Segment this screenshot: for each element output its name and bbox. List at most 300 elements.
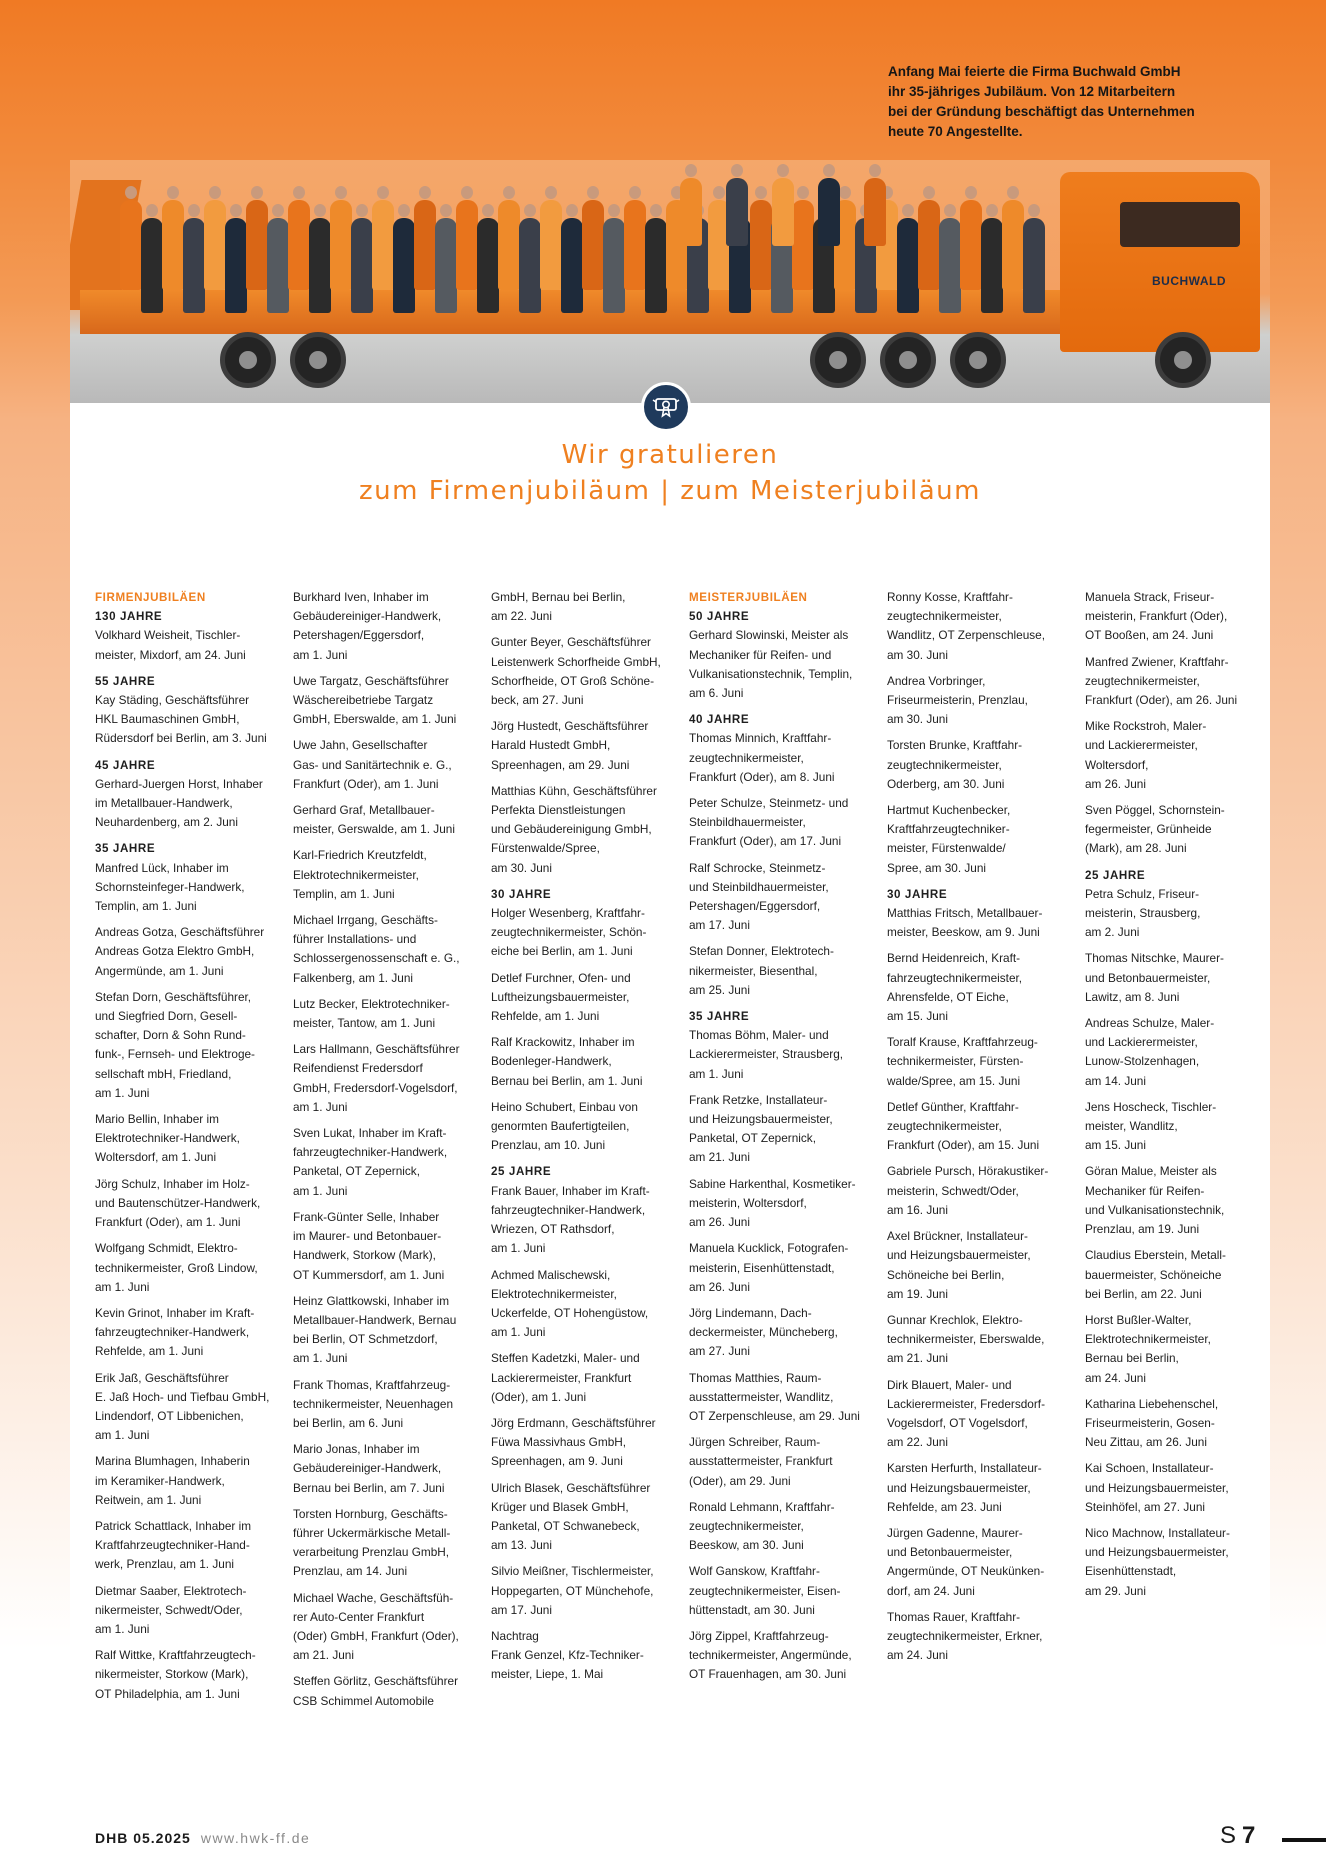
list-item-line: Elektrotechniker-Handwerk, bbox=[95, 1131, 240, 1146]
list-item bbox=[491, 1033, 675, 1091]
list-item-line: Fürstenwalde/Spree, bbox=[491, 841, 600, 856]
list-item-line: Ralf Wittke, Kraftfahrzeugtech- bbox=[95, 1648, 256, 1663]
list-item bbox=[887, 588, 1071, 665]
list-item bbox=[887, 1376, 1071, 1453]
list-item-line: Petershagen/Eggersdorf, bbox=[293, 628, 425, 643]
list-item-line: am 13. Juni bbox=[491, 1538, 552, 1553]
list-item bbox=[293, 846, 477, 904]
list-item-line: und Heizungsbauermeister, bbox=[1085, 1480, 1229, 1495]
list-item-line: am 30. Juni bbox=[887, 712, 948, 727]
list-item-line: Jürgen Gadenne, Maurer- bbox=[887, 1525, 1023, 1540]
list-item-line: Kay Städing, Geschäftsführer bbox=[95, 693, 250, 708]
list-item bbox=[887, 949, 1071, 1026]
list-item-line: am 1. Juni bbox=[95, 1428, 150, 1443]
list-item bbox=[887, 1033, 1071, 1091]
list-item bbox=[95, 1175, 279, 1233]
list-item bbox=[689, 859, 873, 936]
list-item-line: Stefan Donner, Elektrotech- bbox=[689, 944, 834, 959]
list-item-line: zeugtechnikermeister, Schön- bbox=[491, 925, 647, 940]
list-item-line: am 1. Juni bbox=[491, 1241, 546, 1256]
list-item-line: (Mark), am 28. Juni bbox=[1085, 841, 1187, 856]
list-item-line: OT Kummersdorf, am 1. Juni bbox=[293, 1267, 445, 1282]
list-item-line: am 1. Juni bbox=[293, 1183, 348, 1198]
list-item-line: Stefan Dorn, Geschäftsführer, bbox=[95, 989, 252, 1004]
list-item-line: und Siegfried Dorn, Gesell- bbox=[95, 1009, 238, 1024]
list-column-5 bbox=[887, 588, 1071, 1672]
list-item bbox=[1085, 653, 1269, 711]
list-item-line: Frankfurt (Oder), am 17. Juni bbox=[689, 834, 842, 849]
list-item-line: und Betonbauermeister, bbox=[1085, 970, 1211, 985]
year-heading: 50 JAHRE bbox=[689, 610, 750, 624]
list-item bbox=[293, 911, 477, 988]
person-silhouette bbox=[225, 218, 247, 313]
list-item-line: Thomas Minnich, Kraftfahr- bbox=[689, 731, 832, 746]
list-item-line: Prenzlau, am 14. Juni bbox=[293, 1564, 408, 1579]
list-item-line: schafter, Dorn & Sohn Rund- bbox=[95, 1028, 246, 1043]
list-item-line: am 2. Juni bbox=[1085, 925, 1140, 940]
list-item bbox=[689, 1433, 873, 1491]
list-item-line: GmbH, Fredersdorf-Vogelsdorf, bbox=[293, 1080, 458, 1095]
list-item-line: technikermeister, Groß Lindow, bbox=[95, 1260, 258, 1275]
list-item-line: Schornsteinfeger-Handwerk, bbox=[95, 879, 245, 894]
website-link[interactable]: www.hwk-ff.de bbox=[200, 1830, 311, 1846]
list-item-line: Bernau bei Berlin, am 1. Juni bbox=[491, 1073, 643, 1088]
list-item-line: Achmed Malischewski, bbox=[491, 1267, 611, 1282]
person-silhouette bbox=[750, 200, 772, 290]
list-item-line: zeugtechnikermeister, bbox=[689, 750, 804, 765]
list-item-line: und Heizungsbauermeister, bbox=[887, 1480, 1031, 1495]
list-item-line: (Oder) GmbH, Frankfurt (Oder), bbox=[293, 1628, 459, 1643]
list-item bbox=[1085, 1162, 1269, 1239]
list-item bbox=[1085, 801, 1269, 859]
list-item-line: Michael Wache, Geschäftsfüh- bbox=[293, 1590, 454, 1605]
list-item-line: verarbeitung Prenzlau GmbH, bbox=[293, 1545, 450, 1560]
list-item-line: Reitwein, am 1. Juni bbox=[95, 1492, 202, 1507]
list-item-line: Lawitz, am 8. Juni bbox=[1085, 989, 1180, 1004]
list-item-line: Wriezen, OT Rathsdorf, bbox=[491, 1222, 615, 1237]
list-item-line: Matthias Fritsch, Metallbauer- bbox=[887, 906, 1043, 921]
list-item-line: und Heizungsbauermeister, bbox=[689, 1112, 833, 1127]
list-item bbox=[1085, 1524, 1269, 1601]
list-item-line: am 26. Juni bbox=[1085, 776, 1146, 791]
list-item-line: Elektrotechnikermeister, bbox=[1085, 1332, 1211, 1347]
list-item-line: beck, am 27. Juni bbox=[491, 693, 584, 708]
list-item-line: Sven Pöggel, Schornstein- bbox=[1085, 803, 1225, 818]
list-item-line: Neuhardenberg, am 2. Juni bbox=[95, 815, 238, 830]
list-item bbox=[491, 782, 675, 878]
list-item-line: Petershagen/Eggersdorf, bbox=[689, 899, 821, 914]
list-item-line: Elektrotechnikermeister, bbox=[491, 1286, 617, 1301]
list-item-line: Beeskow, am 30. Juni bbox=[689, 1538, 804, 1553]
person-silhouette bbox=[519, 218, 541, 313]
list-item-line: Mario Jonas, Inhaber im bbox=[293, 1442, 420, 1457]
list-item-line: am 26. Juni bbox=[689, 1215, 750, 1230]
list-item-line: Horst Bußler-Walter, bbox=[1085, 1312, 1192, 1327]
list-item-line: werk, Prenzlau, am 1. Juni bbox=[95, 1557, 234, 1572]
list-item-line: im Metallbauer-Handwerk, bbox=[95, 796, 233, 811]
list-item-line: Frankfurt (Oder), am 1. Juni bbox=[293, 776, 439, 791]
list-item-line: Lars Hallmann, Geschäftsführer bbox=[293, 1042, 460, 1057]
list-item-line: am 1. Juni bbox=[293, 1351, 348, 1366]
list-item-line: Gabriele Pursch, Hörakustiker- bbox=[887, 1164, 1049, 1179]
list-item-line: Holger Wesenberg, Kraftfahr- bbox=[491, 906, 645, 921]
list-item-line: meisterin, Frankfurt (Oder), bbox=[1085, 609, 1228, 624]
list-item-line: Friseurmeisterin, Gosen- bbox=[1085, 1415, 1215, 1430]
list-item-line: Vogelsdorf, OT Vogelsdorf, bbox=[887, 1415, 1028, 1430]
list-item-line: Panketal, OT Zepernick, bbox=[293, 1164, 420, 1179]
headline-line-2: zum Firmenjubiläum | zum Meisterjubiläum bbox=[359, 476, 981, 506]
list-item-line: dorf, am 24. Juni bbox=[887, 1583, 975, 1598]
list-item bbox=[293, 1292, 477, 1369]
list-item-line: Gas- und Sanitärtechnik e. G., bbox=[293, 757, 452, 772]
list-item-line: Dirk Blauert, Maler- und bbox=[887, 1377, 1012, 1392]
list-item bbox=[293, 1208, 477, 1285]
list-item-line: Wäschereibetriebe Targatz bbox=[293, 693, 434, 708]
list-item bbox=[293, 1440, 477, 1498]
list-item-line: Kraftfahrzeugtechniker-Hand- bbox=[95, 1538, 250, 1553]
list-item-line: Prenzlau, am 19. Juni bbox=[1085, 1222, 1200, 1237]
person-silhouette bbox=[918, 200, 940, 290]
list-item-line: Woltersdorf, am 1. Juni bbox=[95, 1150, 217, 1165]
list-item-line: Burkhard Iven, Inhaber im bbox=[293, 590, 429, 604]
list-item-line: Steffen Kadetzki, Maler- und bbox=[491, 1351, 640, 1366]
list-item bbox=[689, 1627, 873, 1685]
list-item-line: Gerhard Graf, Metallbauer- bbox=[293, 803, 435, 818]
list-item-line: am 21. Juni bbox=[887, 1351, 948, 1366]
list-item bbox=[1085, 1246, 1269, 1304]
person-silhouette bbox=[960, 200, 982, 290]
list-item-line: CSB Schimmel Automobile bbox=[293, 1693, 434, 1708]
list-item-line: Jörg Zippel, Kraftfahrzeug- bbox=[689, 1628, 829, 1643]
list-item-line: Frank Thomas, Kraftfahrzeug- bbox=[293, 1377, 451, 1392]
list-item-line: Marina Blumhagen, Inhaberin bbox=[95, 1454, 250, 1469]
list-item-line: am 17. Juni bbox=[491, 1602, 552, 1617]
list-item-line: Neu Zittau, am 26. Juni bbox=[1085, 1435, 1207, 1450]
list-column-1 bbox=[95, 588, 279, 1711]
list-item-line: Wolf Ganskow, Kraftfahr- bbox=[689, 1564, 820, 1579]
list-item bbox=[887, 1459, 1071, 1517]
list-item-line: nikermeister, Schwedt/Oder, bbox=[95, 1602, 243, 1617]
list-item-line: Kraftfahrzeugtechniker- bbox=[887, 822, 1010, 837]
person-silhouette bbox=[561, 218, 583, 313]
photo-caption bbox=[888, 62, 1195, 142]
list-item-line: Gunter Beyer, Geschäftsführer bbox=[491, 635, 651, 650]
list-item-line: Michael Irrgang, Geschäfts- bbox=[293, 913, 438, 928]
list-item bbox=[689, 1498, 873, 1556]
list-item bbox=[491, 633, 675, 710]
list-item-line: Heino Schubert, Einbau von bbox=[491, 1099, 638, 1114]
list-item-line: Thomas Nitschke, Maurer- bbox=[1085, 951, 1224, 966]
list-item-line: fahrzeugtechniker-Handwerk, bbox=[491, 1202, 646, 1217]
list-item-line: Uwe Targatz, Geschäftsführer bbox=[293, 673, 449, 688]
list-item-line: Manuela Kucklick, Fotografen- bbox=[689, 1241, 849, 1256]
list-item bbox=[689, 1091, 873, 1168]
list-item-line: meister, Gerswalde, am 1. Juni bbox=[293, 822, 455, 837]
list-item-line: im Keramiker-Handwerk, bbox=[95, 1473, 225, 1488]
list-item-line: Sven Lukat, Inhaber im Kraft- bbox=[293, 1126, 447, 1141]
list-item-line: zeugtechnikermeister, bbox=[887, 1119, 1002, 1134]
list-item-line: am 1. Juni bbox=[293, 647, 348, 662]
person-silhouette bbox=[1023, 218, 1045, 313]
list-item-line: Volkhard Weisheit, Tischler- bbox=[95, 628, 241, 643]
list-item-line: Leistenwerk Schorfheide GmbH, bbox=[491, 654, 661, 669]
person-silhouette bbox=[246, 200, 268, 290]
person-silhouette bbox=[1002, 200, 1024, 290]
list-item bbox=[491, 1098, 675, 1156]
list-item-line: meister, Liepe, 1. Mai bbox=[491, 1667, 604, 1682]
list-item bbox=[491, 1562, 675, 1620]
list-item-line: am 24. Juni bbox=[887, 1648, 948, 1663]
list-item-line: Frank Retzke, Installateur- bbox=[689, 1092, 828, 1107]
list-item bbox=[689, 626, 873, 703]
list-item-line: und Vulkanisationstechnik, bbox=[1085, 1202, 1225, 1217]
list-item-line: sellschaft mbH, Friedland, bbox=[95, 1066, 232, 1081]
list-item-line: und Lackierermeister, bbox=[1085, 1035, 1198, 1050]
footer-issue bbox=[95, 1830, 310, 1846]
list-item-line: eiche bei Berlin, am 1. Juni bbox=[491, 944, 633, 959]
list-item-line: und Heizungsbauermeister, bbox=[1085, 1545, 1229, 1560]
list-item bbox=[491, 588, 675, 626]
list-item-line: Frankfurt (Oder), am 1. Juni bbox=[95, 1215, 241, 1230]
list-item-line: E. Jaß Hoch- und Tiefbau GmbH, bbox=[95, 1389, 270, 1404]
list-item-line: am 1. Juni bbox=[689, 1066, 744, 1081]
list-item bbox=[1085, 588, 1269, 646]
list-item-line: nikermeister, Biesenthal, bbox=[689, 963, 818, 978]
list-item-line: walde/Spree, am 15. Juni bbox=[887, 1073, 1021, 1088]
person-silhouette bbox=[726, 178, 748, 246]
list-item bbox=[887, 672, 1071, 730]
list-item-line: Oderberg, am 30. Juni bbox=[887, 776, 1005, 791]
list-item-line: am 1. Juni bbox=[95, 1085, 150, 1100]
list-item-line: und Steinbildhauermeister, bbox=[689, 879, 829, 894]
list-item-line: Perfekta Dienstleistungen bbox=[491, 803, 626, 818]
list-item-line: Ahrensfelde, OT Eiche, bbox=[887, 989, 1009, 1004]
list-item-line: technikermeister, Eberswalde, bbox=[887, 1332, 1045, 1347]
list-item-line: meister, Mixdorf, am 24. Juni bbox=[95, 647, 246, 662]
list-item-line: Manfred Zwiener, Kraftfahr- bbox=[1085, 654, 1229, 669]
list-item-line: Luftheizungsbauermeister, bbox=[491, 989, 630, 1004]
list-item bbox=[293, 1672, 477, 1710]
list-item-line: Nico Machnow, Installateur- bbox=[1085, 1525, 1230, 1540]
list-item bbox=[887, 1311, 1071, 1369]
list-item-line: Jörg Schulz, Inhaber im Holz- bbox=[95, 1176, 250, 1191]
list-item-line: Spree, am 30. Juni bbox=[887, 860, 987, 875]
list-item-line: Lackierermeister, Frankfurt bbox=[491, 1370, 632, 1385]
person-silhouette bbox=[183, 218, 205, 313]
list-item-line: Axel Brückner, Installateur- bbox=[887, 1229, 1028, 1244]
list-item bbox=[1085, 949, 1269, 1007]
list-item-line: (Oder), am 29. Juni bbox=[689, 1473, 791, 1488]
person-silhouette bbox=[981, 218, 1003, 313]
certificate-ribbon-icon bbox=[641, 382, 691, 432]
list-item bbox=[95, 1239, 279, 1297]
list-item-line: Krüger und Blasek GmbH, bbox=[491, 1499, 629, 1514]
list-item bbox=[689, 1562, 873, 1620]
list-item-line: zeugtechnikermeister, bbox=[887, 609, 1002, 624]
list-item-line: am 6. Juni bbox=[689, 686, 744, 701]
list-item-line: Steinhöfel, am 27. Juni bbox=[1085, 1499, 1206, 1514]
person-silhouette bbox=[120, 200, 142, 290]
year-heading: 40 JAHRE bbox=[689, 713, 750, 727]
wheel bbox=[1155, 332, 1211, 388]
list-item-line: am 26. Juni bbox=[689, 1279, 750, 1294]
list-item bbox=[293, 995, 477, 1033]
list-item-line: Torsten Brunke, Kraftfahr- bbox=[887, 738, 1023, 753]
headline-line-1: Wir gratulieren bbox=[561, 440, 779, 470]
list-item bbox=[1085, 1098, 1269, 1156]
person-silhouette bbox=[680, 178, 702, 246]
list-item-line: Detlef Furchner, Ofen- und bbox=[491, 970, 631, 985]
list-item-line: Gebäudereiniger-Handwerk, bbox=[293, 609, 442, 624]
page-number bbox=[1220, 1822, 1255, 1850]
person-silhouette bbox=[645, 218, 667, 313]
list-item-line: bauermeister, Schöneiche bbox=[1085, 1267, 1222, 1282]
list-item-line: OT Frauenhagen, am 30. Juni bbox=[689, 1667, 847, 1682]
list-item-line: Andrea Vorbringer, bbox=[887, 673, 986, 688]
list-item-line: Bernau bei Berlin, am 7. Juni bbox=[293, 1480, 445, 1495]
list-item-line: Lackierermeister, Fredersdorf- bbox=[887, 1396, 1045, 1411]
person-silhouette bbox=[582, 200, 604, 290]
list-item-line: Ulrich Blasek, Geschäftsführer bbox=[491, 1480, 651, 1495]
section-heading: MEISTERJUBILÄEN bbox=[689, 591, 808, 604]
person-silhouette bbox=[162, 200, 184, 290]
list-item-line: Patrick Schattlack, Inhaber im bbox=[95, 1518, 252, 1533]
list-item bbox=[95, 691, 279, 749]
list-item-line: Jörg Hustedt, Geschäftsführer bbox=[491, 719, 649, 734]
list-item bbox=[1085, 885, 1269, 943]
person-silhouette bbox=[435, 218, 457, 313]
list-item-line: Kai Schoen, Installateur- bbox=[1085, 1461, 1214, 1476]
crowd bbox=[120, 170, 1060, 330]
list-item bbox=[1085, 1459, 1269, 1517]
list-item-line: Jörg Lindemann, Dach- bbox=[689, 1305, 812, 1320]
list-item-line: im Maurer- und Betonbauer- bbox=[293, 1229, 442, 1244]
list-item-line: Gunnar Krechlok, Elektro- bbox=[887, 1312, 1023, 1327]
list-item-line: am 30. Juni bbox=[491, 860, 552, 875]
person-silhouette bbox=[498, 200, 520, 290]
list-item bbox=[95, 1304, 279, 1362]
year-heading: 30 JAHRE bbox=[491, 887, 552, 901]
list-item-line: Frank-Günter Selle, Inhaber bbox=[293, 1209, 440, 1224]
list-item-line: bei Berlin, OT Schmetzdorf, bbox=[293, 1332, 438, 1347]
truck-cab bbox=[1060, 172, 1260, 352]
list-item-line: fahrzeugtechniker-Handwerk, bbox=[293, 1145, 448, 1160]
person-silhouette bbox=[288, 200, 310, 290]
list-item bbox=[491, 1266, 675, 1343]
list-item-line: am 25. Juni bbox=[689, 982, 750, 997]
list-item-line: Prenzlau, am 10. Juni bbox=[491, 1138, 606, 1153]
year-heading: 25 JAHRE bbox=[1085, 868, 1146, 882]
list-item bbox=[887, 904, 1071, 942]
list-item bbox=[1085, 1311, 1269, 1388]
list-item-line: Mike Rockstroh, Maler- bbox=[1085, 719, 1207, 734]
list-item bbox=[293, 1376, 477, 1434]
wheel bbox=[880, 332, 936, 388]
list-item bbox=[95, 1582, 279, 1640]
list-item bbox=[887, 1524, 1071, 1601]
list-item-line: Peter Schulze, Steinmetz- und bbox=[689, 796, 849, 811]
list-item-line: Elektrotechnikermeister, bbox=[293, 867, 419, 882]
list-item-line: Bernau bei Berlin, bbox=[1085, 1351, 1179, 1366]
list-item-line: bei Berlin, am 6. Juni bbox=[293, 1415, 404, 1430]
list-item-line: Schorfheide, OT Groß Schöne- bbox=[491, 673, 655, 688]
list-item-line: am 17. Juni bbox=[689, 918, 750, 933]
person-silhouette bbox=[393, 218, 415, 313]
list-item-line: Thomas Böhm, Maler- und bbox=[689, 1028, 829, 1043]
list-item-line: ausstattermeister, Wandlitz, bbox=[689, 1389, 834, 1404]
list-item-line: Andreas Gotza, Geschäftsführer bbox=[95, 925, 265, 940]
list-item-line: am 1. Juni bbox=[95, 1279, 150, 1294]
list-item-line: Frankfurt (Oder), am 26. Juni bbox=[1085, 693, 1238, 708]
list-item-line: Matthias Kühn, Geschäftsführer bbox=[491, 783, 657, 798]
list-item bbox=[95, 988, 279, 1103]
list-item-line: am 15. Juni bbox=[1085, 1138, 1146, 1153]
list-item-line: (Oder), am 1. Juni bbox=[491, 1389, 587, 1404]
issue-label: DHB 05.2025 bbox=[95, 1830, 191, 1846]
list-item bbox=[95, 1110, 279, 1168]
list-item-line: Hoppegarten, OT Münchehofe, bbox=[491, 1583, 654, 1598]
list-item-line: Steinbildhauermeister, bbox=[689, 815, 806, 830]
caption-line: heute 70 Angestellte. bbox=[888, 124, 1023, 139]
list-column-2 bbox=[293, 588, 477, 1718]
list-item bbox=[293, 736, 477, 794]
list-item-line: Frank Genzel, Kfz-Techniker- bbox=[491, 1648, 644, 1663]
list-item-line: Lutz Becker, Elektrotechniker- bbox=[293, 996, 450, 1011]
list-item bbox=[689, 1369, 873, 1427]
list-item bbox=[887, 736, 1071, 794]
list-item-line: Rehfelde, am 1. Juni bbox=[491, 1009, 600, 1024]
caption-line: ihr 35-jähriges Jubiläum. Von 12 Mitarbeitern bbox=[888, 84, 1176, 99]
list-item-line: Metallbauer-Handwerk, Bernau bbox=[293, 1312, 457, 1327]
list-item-line: am 21. Juni bbox=[293, 1648, 354, 1663]
list-item-line: Templin, am 1. Juni bbox=[293, 886, 395, 901]
year-heading: 45 JAHRE bbox=[95, 758, 156, 772]
list-item-line: Kevin Grinot, Inhaber im Kraft- bbox=[95, 1305, 255, 1320]
person-silhouette bbox=[141, 218, 163, 313]
list-item-line: führer Uckermärkische Metall- bbox=[293, 1525, 451, 1540]
list-item-line: Göran Malue, Meister als bbox=[1085, 1164, 1217, 1179]
list-item-line: Ronny Kosse, Kraftfahr- bbox=[887, 590, 1013, 604]
list-item-line: Frankfurt (Oder), am 15. Juni bbox=[887, 1138, 1040, 1153]
list-item-line: Heinz Glattkowski, Inhaber im bbox=[293, 1293, 450, 1308]
list-item-line: Manuela Strack, Friseur- bbox=[1085, 590, 1215, 604]
person-silhouette bbox=[351, 218, 373, 313]
list-item-line: fegermeister, Grünheide bbox=[1085, 822, 1212, 837]
list-item-line: am 1. Juni bbox=[491, 1325, 546, 1340]
person-silhouette bbox=[624, 200, 646, 290]
list-item-line: Mechaniker für Reifen- bbox=[1085, 1183, 1205, 1198]
list-item bbox=[689, 729, 873, 787]
list-item-line: meister, Fürstenwalde/ bbox=[887, 841, 1006, 856]
list-item-line: meister, Tantow, am 1. Juni bbox=[293, 1016, 436, 1031]
list-item bbox=[887, 1227, 1071, 1304]
year-heading: 25 JAHRE bbox=[491, 1165, 552, 1179]
list-item-line: meisterin, Schwedt/Oder, bbox=[887, 1183, 1019, 1198]
list-item-line: Rehfelde, am 1. Juni bbox=[95, 1344, 204, 1359]
list-item bbox=[293, 588, 477, 665]
list-item-line: am 16. Juni bbox=[887, 1202, 948, 1217]
list-item-line: nikermeister, Storkow (Mark), bbox=[95, 1667, 249, 1682]
caption-line: Anfang Mai feierte die Firma Buchwald GmbH bbox=[888, 64, 1181, 79]
wheel bbox=[290, 332, 346, 388]
list-item-line: fahrzeugtechniker-Handwerk, bbox=[95, 1325, 250, 1340]
person-silhouette bbox=[939, 218, 961, 313]
list-item bbox=[293, 801, 477, 839]
list-item-line: technikermeister, Angermünde, bbox=[689, 1648, 852, 1663]
list-item-line: Lunow-Stolzenhagen, bbox=[1085, 1054, 1200, 1069]
list-item-line: Manfred Lück, Inhaber im bbox=[95, 860, 229, 875]
wheel bbox=[950, 332, 1006, 388]
